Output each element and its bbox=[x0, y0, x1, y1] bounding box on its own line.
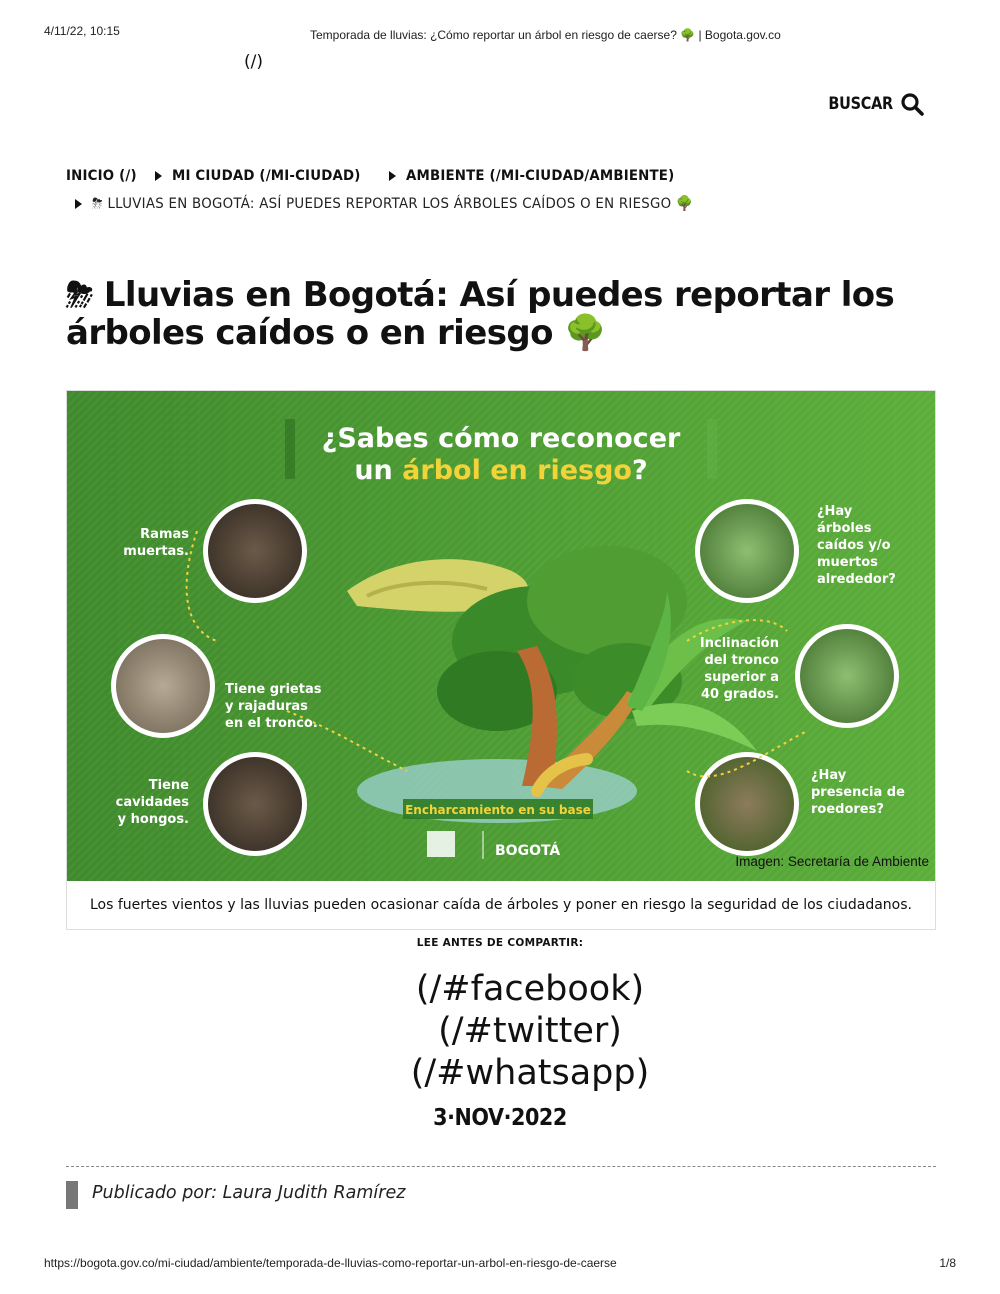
infographic-base-label: Encharcamiento en su base bbox=[405, 803, 591, 817]
author-accent-bar bbox=[66, 1181, 78, 1209]
search-label: BUSCAR bbox=[828, 94, 893, 114]
search-icon bbox=[900, 92, 924, 116]
infographic-heading-line1: ¿Sabes cómo reconocer bbox=[321, 423, 681, 454]
print-page-title: Temporada de lluvias: ¿Cómo reportar un árbol en riesgo de caerse? 🌳 | Bogota.gov.co bbox=[310, 28, 781, 42]
breadcrumb bbox=[66, 162, 946, 218]
share-links bbox=[0, 968, 1000, 1094]
breadcrumb-item-ambiente[interactable]: AMBIENTE (/MI-CIUDAD/AMBIENTE) bbox=[405, 168, 675, 184]
infographic-label-cavidades: Tiene cavidades y hongos. bbox=[115, 778, 189, 827]
bogota-logo: BOGOTÁ bbox=[495, 843, 561, 859]
breadcrumb-arrow-icon bbox=[155, 171, 162, 181]
infographic-image bbox=[67, 391, 935, 881]
breadcrumb-current: ⛈ LLUVIAS EN BOGOTÁ: ASÍ PUEDES REPORTAR LOS ÁRBOLES CAÍDOS O EN RIESGO 🌳 bbox=[92, 196, 693, 212]
breadcrumb-item-mi-ciudad[interactable]: MI CIUDAD (/MI-CIUDAD) bbox=[171, 168, 361, 184]
infographic-label-caidos: ¿Hay árboles caídos y/o muertos alrededor? bbox=[817, 504, 896, 587]
publication-date: 3·NOV·2022 bbox=[433, 1105, 567, 1131]
share-label: LEE ANTES DE COMPARTIR: bbox=[416, 937, 584, 949]
share-facebook-link[interactable]: (/#facebook) bbox=[415, 969, 645, 1009]
search-button[interactable] bbox=[817, 92, 924, 116]
article-title: ⛈ Lluvias en Bogotá: Así puedes reportar los árboles caídos o en riesgo 🌳 bbox=[66, 275, 895, 353]
breadcrumb-arrow-icon bbox=[389, 171, 396, 181]
print-date: 4/11/22, 10:15 bbox=[44, 24, 120, 38]
alcaldia-logo-icon bbox=[427, 831, 455, 857]
author-byline: Publicado por: Laura Judith Ramírez bbox=[92, 1183, 406, 1203]
breadcrumb-arrow-icon bbox=[75, 199, 82, 209]
divider bbox=[66, 1166, 936, 1167]
breadcrumb-row bbox=[66, 162, 946, 190]
share-whatsapp-link[interactable]: (/#whatsapp) bbox=[410, 1053, 650, 1093]
article-figure bbox=[66, 390, 936, 930]
infographic-label-roedores: ¿Hay presencia de roedores? bbox=[811, 768, 905, 817]
breadcrumb-row bbox=[66, 190, 946, 218]
home-link[interactable]: (/) bbox=[244, 52, 263, 72]
print-page-number: 1/8 bbox=[939, 1256, 956, 1270]
image-caption: Los fuertes vientos y las lluvias pueden ocasionar caída de árboles y poner en riesgo la seguridad de los ciudadanos. bbox=[90, 897, 912, 913]
share-twitter-link[interactable]: (/#twitter) bbox=[438, 1011, 622, 1051]
infographic-label-ramas: Ramas muertas. bbox=[123, 527, 189, 559]
breadcrumb-item-inicio[interactable]: INICIO (/) bbox=[66, 168, 137, 184]
infographic-heading-line2: un árbol en riesgo? bbox=[354, 455, 648, 486]
infographic-label-grietas: Tiene grietas y rajaduras en el tronco. bbox=[225, 682, 322, 731]
infographic-label-inclinacion: Inclinación del tronco superior a 40 grados. bbox=[699, 636, 779, 702]
print-footer-url: https://bogota.gov.co/mi-ciudad/ambiente/temporada-de-lluvias-como-reportar-un-arbol-en-riesgo-de-caerse bbox=[44, 1256, 617, 1270]
image-credit: Imagen: Secretaría de Ambiente bbox=[735, 854, 929, 869]
